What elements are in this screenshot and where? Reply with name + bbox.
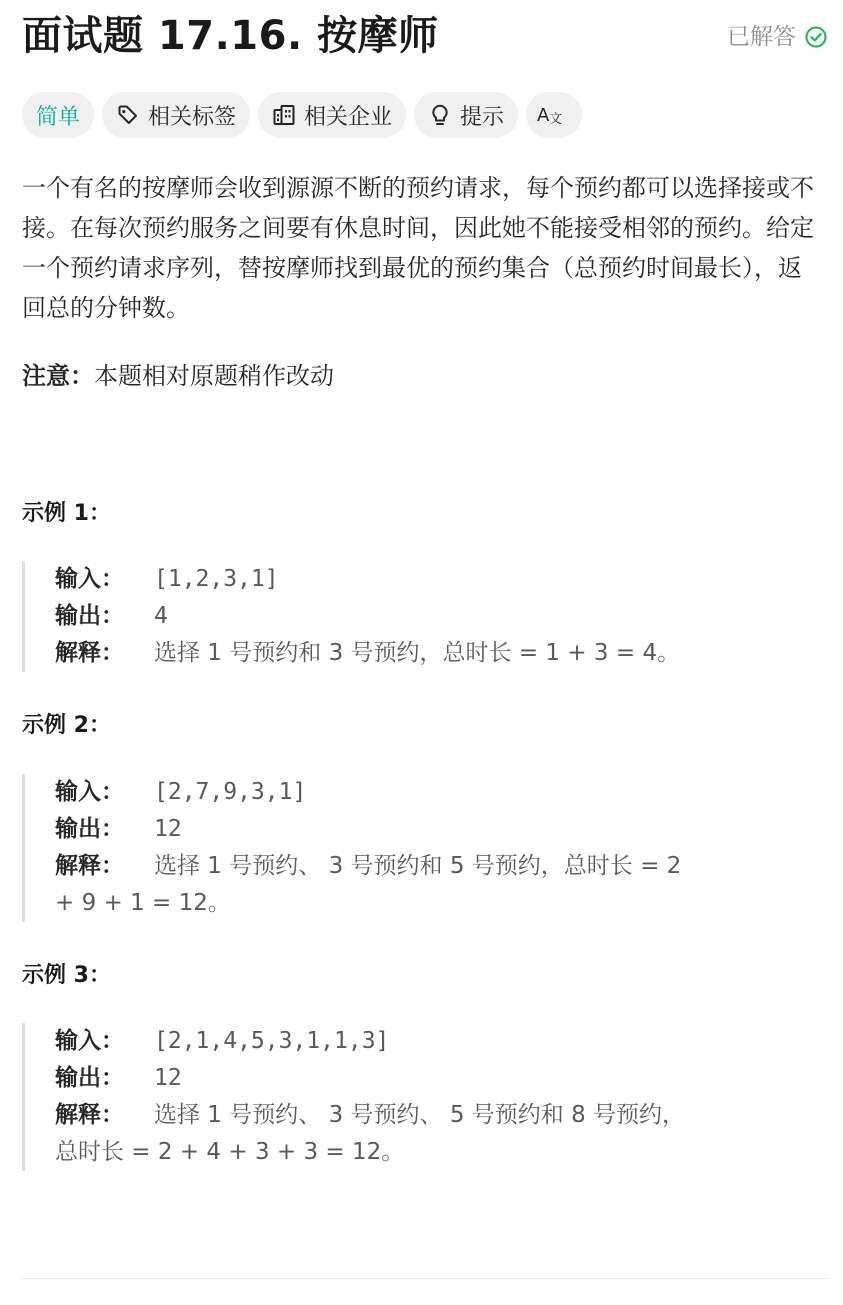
input-label: 输入： xyxy=(55,779,124,805)
example-1-output: 4 xyxy=(154,603,168,629)
problem-title: 面试题 17.16. 按摩师 xyxy=(22,13,439,59)
difficulty-label: 简单 xyxy=(36,104,81,130)
example-3-title: 示例 3： xyxy=(22,963,111,988)
check-circle-icon xyxy=(804,25,828,49)
explain-label: 解释： xyxy=(55,1102,124,1128)
example-2-explain-cont: + 9 + 1 = 12。 xyxy=(55,890,231,916)
explain-label: 解释： xyxy=(55,853,124,879)
companies-label: 相关企业 xyxy=(304,104,393,130)
lightbulb-icon xyxy=(428,103,452,127)
example-2-input: [2,7,9,3,1] xyxy=(154,779,307,805)
example-1-explain: 选择 1 号预约和 3 号预约，总时长 = 1 + 3 = 4。 xyxy=(154,640,681,666)
example-2-block xyxy=(22,774,822,922)
example-3-input: [2,1,4,5,3,1,1,3] xyxy=(154,1028,390,1054)
solved-label: 已解答 xyxy=(727,24,796,50)
example-3-explain-line xyxy=(55,1097,822,1134)
hint-tag[interactable] xyxy=(414,92,518,138)
topics-tag[interactable] xyxy=(102,92,250,138)
example-2-explain: 选择 1 号预约、 3 号预约和 5 号预约，总时长 = 2 xyxy=(154,853,682,879)
section-divider xyxy=(22,1278,828,1279)
title-row xyxy=(22,8,828,64)
svg-text:文: 文 xyxy=(549,112,563,127)
problem-description: 一个有名的按摩师会收到源源不断的预约请求，每个预约都可以选择接或不接。在每次预约服务之间要有休息时间，因此她不能接受相邻的预约。给定一个预约请求序列，替按摩师找到最优的预约集合（总预约时间最长），返回总的分钟数。 xyxy=(22,174,814,322)
example-1-title: 示例 1： xyxy=(22,501,111,526)
tag-icon xyxy=(116,103,140,127)
explain-label: 解释： xyxy=(55,640,124,666)
difficulty-tag[interactable] xyxy=(22,92,94,138)
example-2-title: 示例 2： xyxy=(22,713,111,738)
note-text: 本题相对原题稍作改动 xyxy=(94,362,334,390)
example-2-explain-line xyxy=(55,848,822,885)
example-1-block xyxy=(22,561,822,672)
note xyxy=(22,356,334,396)
example-2-output-line xyxy=(55,811,822,848)
example-2-output: 12 xyxy=(154,816,182,842)
example-3-explain: 选择 1 号预约、 3 号预约、 5 号预约和 8 号预约， xyxy=(154,1102,686,1128)
example-1-input-line xyxy=(55,561,822,598)
output-label: 输出： xyxy=(55,816,124,842)
translate-button[interactable] xyxy=(526,92,582,138)
translate-icon xyxy=(537,103,563,127)
building-icon xyxy=(272,103,296,127)
example-3-block xyxy=(22,1023,822,1171)
note-label: 注意： xyxy=(22,362,94,390)
tag-bar xyxy=(22,92,582,138)
example-3-output: 12 xyxy=(154,1065,182,1091)
example-2-input-line xyxy=(55,774,822,811)
solved-status xyxy=(727,22,828,52)
example-3-input-line xyxy=(55,1023,822,1060)
example-3-explain-cont: 总时长 = 2 + 4 + 3 + 3 = 12。 xyxy=(55,1139,405,1165)
example-1-input: [1,2,3,1] xyxy=(154,566,279,592)
example-3-output-line xyxy=(55,1060,822,1097)
svg-text:A: A xyxy=(537,105,550,126)
output-label: 输出： xyxy=(55,1065,124,1091)
topics-label: 相关标签 xyxy=(148,104,237,130)
input-label: 输入： xyxy=(55,566,124,592)
hint-label: 提示 xyxy=(460,104,505,130)
example-1-output-line xyxy=(55,598,822,635)
companies-tag[interactable] xyxy=(258,92,406,138)
output-label: 输出： xyxy=(55,603,124,629)
example-1-explain-line xyxy=(55,635,822,672)
input-label: 输入： xyxy=(55,1028,124,1054)
